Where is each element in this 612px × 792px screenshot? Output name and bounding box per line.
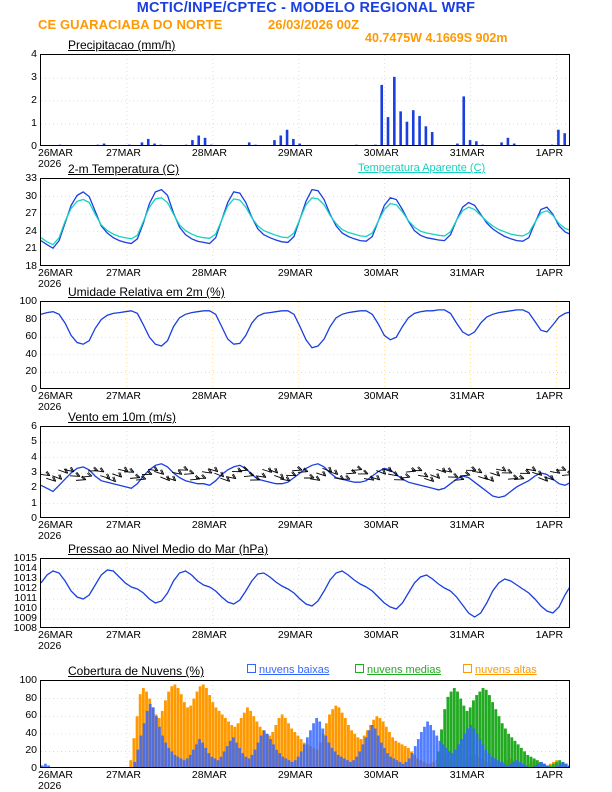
x-tick-label: 28MAR: [191, 390, 227, 402]
x-tick-label: 30MAR: [363, 390, 399, 402]
y-tick-label: 60: [25, 709, 37, 722]
y-tick-label: 30: [25, 189, 37, 202]
x-tick-label: 1APR: [535, 390, 564, 402]
x-tick-label: 27MAR: [105, 519, 141, 531]
y-tick-label: 5: [31, 435, 37, 448]
station-name: CE GUARACIABA DO NORTE: [38, 17, 223, 32]
chart-panel-1: [0, 162, 612, 290]
year-label: 2026: [38, 780, 62, 792]
y-tick-label: 6: [31, 420, 37, 432]
x-tick-label: 27MAR: [105, 147, 141, 159]
x-tick-label: 1APR: [535, 267, 564, 279]
y-tick-label: 0: [31, 383, 37, 395]
y-tick-label: 20: [25, 365, 37, 378]
x-tick-label: 26MAR: [38, 267, 74, 279]
x-tick-label: 28MAR: [191, 147, 227, 159]
x-tick-label: 31MAR: [449, 390, 485, 402]
y-tick-label: 24: [25, 224, 37, 237]
plot-area: [40, 680, 570, 768]
chart-title: Cobertura de Nuvens (%): [68, 664, 205, 678]
y-tick-label: 40: [25, 726, 37, 739]
x-tick-label: 26MAR: [38, 390, 74, 402]
plot-area: [40, 54, 570, 146]
x-tick-label: 29MAR: [277, 267, 313, 279]
x-tick-label: 27MAR: [105, 769, 141, 781]
chart-title: Pressao ao Nivel Medio do Mar (hPa): [68, 542, 269, 556]
y-tick-label: 1014: [13, 562, 37, 574]
y-tick-label: 33: [25, 172, 37, 184]
y-tick-label: 80: [25, 691, 37, 704]
x-tick-label: 30MAR: [363, 519, 399, 531]
x-tick-label: 30MAR: [363, 769, 399, 781]
y-tick-label: 1: [31, 496, 37, 509]
x-tick-label: 31MAR: [449, 147, 485, 159]
y-tick-label: 1015: [13, 552, 37, 564]
x-tick-label: 27MAR: [105, 267, 141, 279]
y-tick-label: 20: [25, 744, 37, 757]
legend-clouds-high: nuvens altas: [463, 664, 537, 676]
legend-clouds-low: nuvens baixas: [247, 664, 329, 676]
chart-panel-2: [0, 285, 612, 413]
year-label: 2026: [38, 401, 62, 413]
y-tick-label: 1013: [13, 572, 37, 584]
y-tick-label: 1: [31, 117, 37, 129]
x-tick-label: 27MAR: [105, 629, 141, 641]
x-tick-label: 28MAR: [191, 519, 227, 531]
y-tick-label: 0: [31, 762, 37, 774]
x-tick-label: 1APR: [535, 629, 564, 641]
x-tick-label: 30MAR: [363, 629, 399, 641]
y-tick-label: 2: [31, 481, 37, 494]
x-tick-label: 30MAR: [363, 267, 399, 279]
y-tick-label: 3: [31, 71, 37, 83]
plot-area: [40, 301, 570, 389]
x-tick-label: 31MAR: [449, 769, 485, 781]
y-tick-label: 1011: [14, 592, 37, 604]
y-tick-label: 100: [19, 295, 37, 307]
x-tick-label: 26MAR: [38, 147, 74, 159]
x-tick-label: 28MAR: [191, 769, 227, 781]
run-date: 26/03/2026 00Z: [268, 17, 360, 32]
plot-area: [40, 178, 570, 266]
y-tick-label: 1012: [13, 582, 37, 594]
y-tick-label: 4: [31, 450, 37, 463]
legend-temperatura-aparente: Temperatura Aparente (C): [358, 162, 486, 174]
chart-title: 2-m Temperatura (C): [68, 162, 180, 176]
x-tick-label: 31MAR: [449, 519, 485, 531]
y-tick-label: 0: [31, 512, 37, 524]
y-tick-label: 4: [31, 48, 37, 60]
chart-title: Vento em 10m (m/s): [68, 410, 177, 424]
plot-area: [40, 426, 570, 518]
x-tick-label: 26MAR: [38, 629, 74, 641]
chart-panel-3: [0, 410, 612, 542]
x-tick-label: 1APR: [535, 769, 564, 781]
y-tick-label: 60: [25, 330, 37, 343]
y-tick-label: 27: [25, 207, 37, 220]
y-tick-label: 100: [19, 674, 37, 686]
x-tick-label: 31MAR: [449, 267, 485, 279]
chart-title: Precipitacao (mm/h): [68, 38, 176, 52]
y-tick-label: 2: [31, 94, 37, 106]
y-tick-label: 1008: [13, 622, 37, 634]
y-tick-label: 1009: [13, 612, 37, 624]
chart-panel-5: [0, 664, 612, 792]
x-tick-label: 1APR: [535, 147, 564, 159]
x-tick-label: 28MAR: [191, 267, 227, 279]
y-tick-label: 40: [25, 347, 37, 360]
x-tick-label: 29MAR: [277, 519, 313, 531]
x-tick-label: 26MAR: [38, 519, 74, 531]
y-tick-label: 0: [31, 140, 37, 152]
year-label: 2026: [38, 278, 62, 290]
chart-panel-4: [0, 542, 612, 652]
x-tick-label: 1APR: [535, 519, 564, 531]
x-tick-label: 29MAR: [277, 769, 313, 781]
x-tick-label: 28MAR: [191, 629, 227, 641]
x-tick-label: 26MAR: [38, 769, 74, 781]
chart-title: Umidade Relativa em 2m (%): [68, 285, 225, 299]
legend-clouds-mid: nuvens medias: [355, 664, 441, 676]
x-tick-label: 27MAR: [105, 390, 141, 402]
x-tick-label: 29MAR: [277, 147, 313, 159]
x-tick-label: 29MAR: [277, 629, 313, 641]
plot-area: [40, 558, 570, 628]
year-label: 2026: [38, 158, 62, 170]
coordinates: 40.7475W 4.1669S 902m: [365, 31, 508, 45]
y-tick-label: 18: [25, 260, 37, 272]
y-tick-label: 1010: [13, 602, 37, 614]
x-tick-label: 29MAR: [277, 390, 313, 402]
page-title: MCTIC/INPE/CPTEC - MODELO REGIONAL WRF: [136, 0, 476, 16]
year-label: 2026: [38, 640, 62, 652]
x-tick-label: 31MAR: [449, 629, 485, 641]
y-tick-label: 21: [25, 242, 37, 255]
y-tick-label: 80: [25, 312, 37, 325]
year-label: 2026: [38, 530, 62, 542]
x-tick-label: 30MAR: [363, 147, 399, 159]
y-tick-label: 3: [31, 466, 37, 478]
